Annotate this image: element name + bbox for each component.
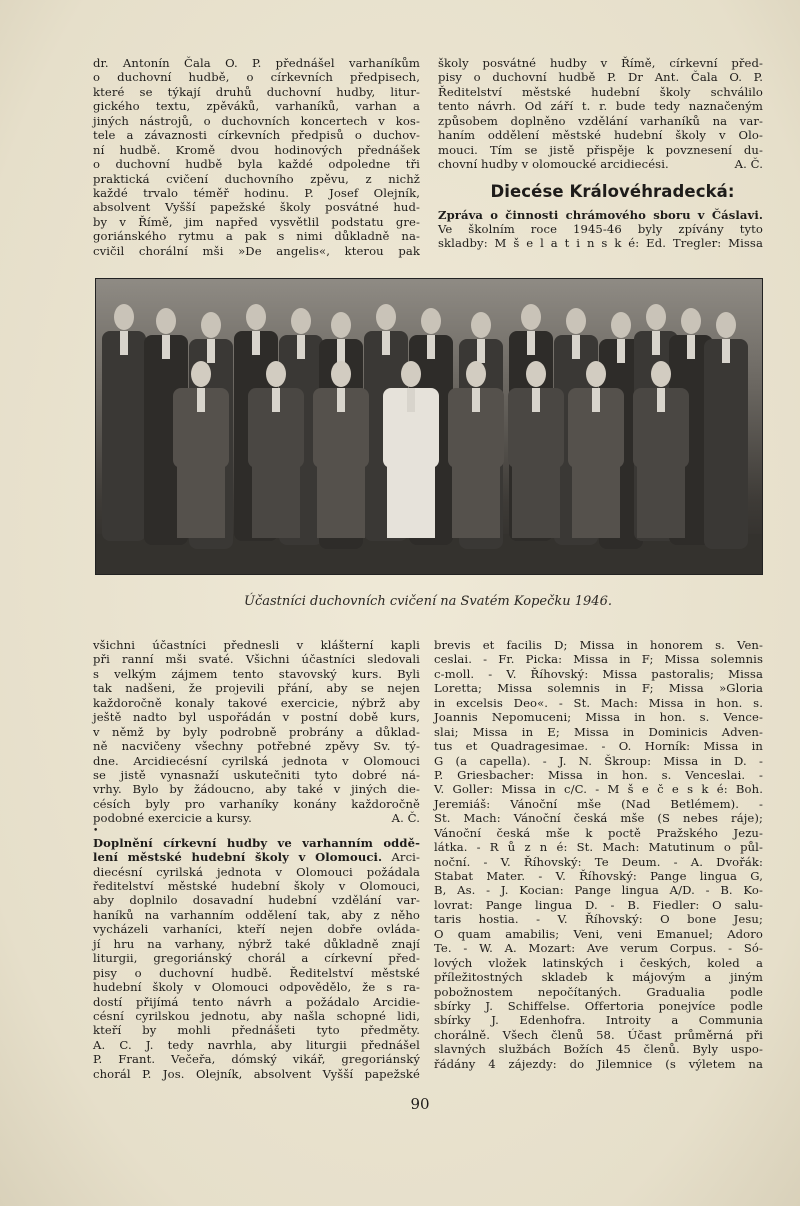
text-line: tak nadšeni, že projevili přání, aby se nejen: [93, 681, 420, 696]
text-line: mouci. Tím se jistě přispěje k povznesení du-: [438, 142, 763, 157]
group-photograph: [95, 278, 763, 575]
text-line: in excelsis Deo«. - St. Mach: Missa in hon. s.: [434, 695, 763, 710]
text-line: G (a capella). - J. N. Škroup: Missa in D. -: [434, 753, 763, 768]
text-line: tus et Quadragesimae. - O. Horník: Missa in: [434, 739, 763, 754]
text-line: tele a závaznosti církevních předpisů o duchov-: [93, 128, 420, 143]
text-line: každé trvalo téměř hodinu. P. Josef Olejník,: [93, 185, 420, 200]
text-line: A. C. J. tedy navrhla, aby liturgii přednášel: [93, 1037, 420, 1052]
text-line: řádány 4 zájezdy: do Jilemnice (s výletem na: [434, 1056, 763, 1071]
text-run: Arci-: [382, 850, 420, 865]
text-line: liturgii, gregoriánský chorál a církevní před-: [93, 951, 420, 966]
text-line: slavných službách Božích 45 členů. Byly uspo-: [434, 1042, 763, 1057]
text-line: o duchovní hudbě, o církevních předpisech,: [93, 70, 420, 85]
text-line: diecésní cyrilská jednota v Olomouci požádala: [93, 864, 420, 879]
text-line: haníků na varhanním oddělení tak, aby z něho: [93, 907, 420, 922]
paragraph: [438, 56, 763, 172]
text-line: látka. - R ů z n é: St. Mach: Matutinum o půl-: [434, 840, 763, 855]
text-line: sbírky J. Edenhofra. Introity a Communia: [434, 1013, 763, 1028]
text-line: brevis et facilis D; Missa in honorem s. Ven-: [434, 638, 763, 652]
text-line: jiných nástrojů, o duchovních koncertech v kos-: [93, 113, 420, 128]
text-line: dr. Antonín Čala O. P. přednášel varhaníkům: [93, 56, 420, 70]
text-line: ní hudbě. Kromě dvou hodinových přednášek: [93, 142, 420, 157]
text-line: praktická cvičení duchovního zpěvu, z nichž: [93, 171, 420, 186]
text-line: césích byly pro varhaníky konány každoročně: [93, 796, 420, 811]
bold-run-in-title: lení městské hudební školy v Olomouci.: [93, 850, 383, 865]
text-line: jí hru na varhany, nýbrž také důkladně znají: [93, 936, 420, 951]
text-line: pobožnostem nepočítaných. Gradualia podle: [434, 984, 763, 999]
text-line: ředitelství městské hudební školy v Olomouci,: [93, 879, 420, 893]
text-line: které se týkají druhů duchovní hudby, litur-: [93, 84, 420, 99]
text-line: kteří by mohli přednášeti tyto předměty.: [93, 1023, 420, 1038]
text-run: chovní hudby v olomoucké arcidiecési.: [438, 157, 669, 172]
text-line: B, As. - J. Kocian: Pange lingua A/D. - B. Ko-: [434, 883, 763, 898]
text-line: ně nacvičeny všechny potřebné zpěvy Sv. tý-: [93, 739, 420, 754]
text-line: cvičil chorální mši »De angelis«, kterou pak: [93, 243, 420, 258]
text-line: skladby: M š e l a t i n s k é: Ed. Tregler: Missa: [438, 236, 763, 251]
text-line: P. Griesbacher: Missa in hon. s. Venceslai. -: [434, 767, 763, 782]
text-line: [93, 850, 420, 864]
top-right-column: [438, 56, 763, 251]
text-line: Te. - W. A. Mozart: Ave verum Corpus. - Só-: [434, 941, 763, 956]
page-number: 90: [410, 1095, 430, 1113]
text-line: haním oddělení městské hudební školy v Olo-: [438, 128, 763, 143]
text-line: chorál P. Jos. Olejník, absolvent Vyšší papežské: [93, 1066, 420, 1081]
text-line: dne. Arcidiecésní cyrilská jednota v Olomouci: [93, 753, 420, 768]
text-line: Stabat Mater. - V. Říhovský: Pange lingua G,: [434, 869, 763, 883]
text-line: P. Frant. Večeřa, dómský vikář, gregoriánský: [93, 1052, 420, 1067]
bold-run-in-title: Doplnění církevní hudby ve varhanním oddě-: [93, 835, 420, 850]
text-line: tento návrh. Od září t. r. bude tedy naznačeným: [438, 99, 763, 114]
text-line: by v Římě, jim napřed vysvětlil podstatu gre-: [93, 214, 420, 229]
text-line: aby doplnilo dosavadní hudební vzdělání var-: [93, 893, 420, 908]
text-line: se jistě vynasnaží uskutečniti tyto dobré ná-: [93, 767, 420, 782]
top-left-column: [93, 56, 420, 258]
section-bullet: •: [93, 825, 99, 836]
text-line: O quam amabilis; Veni, veni Emanuel; Adoro: [434, 926, 763, 941]
text-line: Loretta; Missa solemnis in F; Missa »Gloria: [434, 681, 763, 696]
text-line: pisy o duchovní hudbě P. Dr Ant. Čala O. P.: [438, 70, 763, 85]
paragraph: [93, 638, 420, 826]
text-line: při ranní mši svaté. Všichni účastníci sledovali: [93, 652, 420, 667]
bottom-left-column: [93, 638, 420, 1081]
text-line: Ředitelství městské hudební školy schválilo: [438, 84, 763, 99]
standing-person: [704, 312, 748, 549]
text-run: podobné exercicie a kursy.: [93, 811, 252, 826]
text-line: [93, 811, 420, 825]
text-line: pisy o duchovní hudbě. Ředitelství městské: [93, 965, 420, 980]
text-line: vycházeli varhaníci, kteří nejen dobře ovláda-: [93, 922, 420, 937]
text-line: v němž by byly podrobně probrány a důklad-: [93, 724, 420, 739]
photo-caption: Účastníci duchovních cvičení na Svatém Kopečku 1946.: [244, 594, 612, 609]
text-line: taris hostia. - V. Říhovský: O bone Jesu;: [434, 912, 763, 927]
text-line: školy posvátné hudby v Římě, církevní před-: [438, 56, 763, 70]
text-line: c-moll. - V. Říhovský: Missa pastoralis; Missa: [434, 666, 763, 681]
bottom-right-column: [434, 638, 763, 1071]
text-line: goriánského rytmu a pak s nimi důkladně na-: [93, 229, 420, 244]
text-line: lových vložek latinských i českých, koled a: [434, 955, 763, 970]
text-line: hudební školy v Olomouci odpovědělo, že s ra-: [93, 980, 420, 995]
standing-person: [102, 304, 146, 541]
text-line: Jeremiáš: Vánoční mše (Nad Betlémem). -: [434, 796, 763, 811]
text-line: absolvent Vyšší papežské školy posvátné hud-: [93, 200, 420, 215]
author-signature: A. Č.: [391, 811, 420, 826]
author-signature: A. Č.: [734, 157, 763, 172]
text-line: způsobem doplněno vzdělání varhaníků na var-: [438, 113, 763, 128]
text-line: Ve školním roce 1945-46 byly zpívány tyto: [438, 221, 763, 236]
paragraph: [93, 836, 420, 1081]
text-line: Vánoční česká mše k poctě Pražského Jezu-: [434, 825, 763, 840]
text-line: [93, 836, 420, 850]
text-line: slai; Missa in E; Missa in Dominicis Adven-: [434, 724, 763, 739]
text-line: ještě nadto byl uspořádán v postní době kurs,: [93, 710, 420, 725]
text-line: St. Mach: Vánoční česká mše (S nebes ráje);: [434, 811, 763, 826]
text-line: noční. - V. Říhovský: Te Deum. - A. Dvořák:: [434, 854, 763, 869]
text-line: všichni účastníci přednesli v klášterní kapli: [93, 638, 420, 652]
text-line: Joannis Nepomuceni; Missa in hon. s. Vence-: [434, 710, 763, 725]
text-line: příležitostných skladeb k májovým a jiným: [434, 970, 763, 985]
section-heading: Diecése Královéhradecká:: [490, 181, 735, 201]
text-line: sbírky J. Schiffelse. Offertoria ponejvíce podle: [434, 998, 763, 1013]
photo-image: [96, 279, 762, 574]
text-line: [438, 157, 763, 171]
text-line: o duchovní hudbě byla každé odpoledne tři: [93, 157, 420, 172]
text-line: vrhy. Bylo by žádoucno, aby také v jiných die-: [93, 782, 420, 797]
text-line: V. Goller: Missa in c/C. - M š e č e s k é: Boh.: [434, 782, 763, 797]
paragraph: [434, 638, 763, 1071]
paragraph: [93, 56, 420, 258]
text-line: dostí přijímá tento návrh a požádalo Arcidie-: [93, 994, 420, 1009]
text-line: lovrat: Pange lingua D. - B. Fiedler: O salu-: [434, 897, 763, 912]
text-line: [438, 208, 763, 222]
text-line: s velkým zájmem tento stavovský kurs. Byli: [93, 666, 420, 681]
text-line: gického textu, zpěváků, varhaníků, varhan a: [93, 99, 420, 114]
text-line: každoročně konaly takové exercicie, nýbrž aby: [93, 695, 420, 710]
text-line: ceslai. - Fr. Picka: Missa in F; Missa solemnis: [434, 652, 763, 667]
paragraph: [438, 208, 763, 251]
bold-run-in-title: Zpráva o činnosti chrámového sboru v Čáslavi.: [438, 207, 763, 222]
text-line: césní cyrilskou jednotu, aby našla schopné lidi,: [93, 1008, 420, 1023]
text-line: chorálně. Všech členů 58. Účast průměrná při: [434, 1027, 763, 1042]
